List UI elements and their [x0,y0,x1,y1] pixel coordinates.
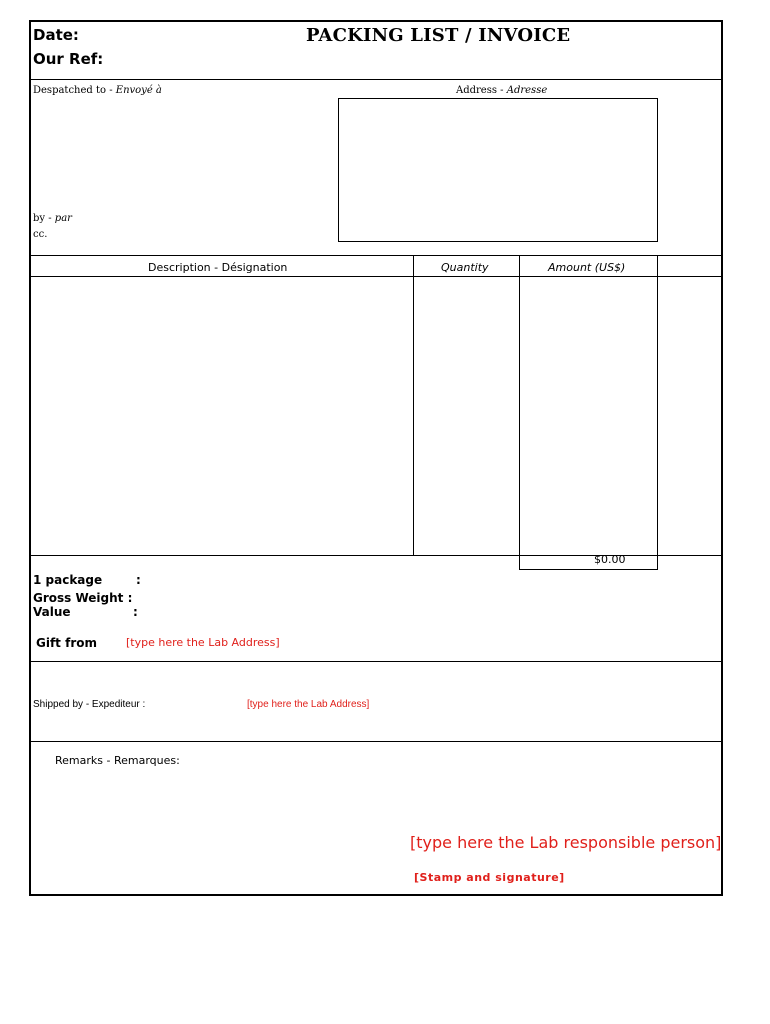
remarks-label: Remarks - Remarques: [55,754,180,767]
package-colon: : [136,573,141,587]
responsible-person-field[interactable]: [type here the Lab responsible person] [410,833,722,852]
despatched-to-label: Despatched to - Envoyé à [33,85,162,96]
gift-from-value[interactable]: [type here the Lab Address] [126,636,280,649]
address-box[interactable] [338,98,658,242]
cc-label: cc. [33,229,48,240]
quantity-cell[interactable] [414,277,518,554]
package-label: 1 package [33,573,103,587]
our-ref-label: Our Ref: [33,50,104,68]
gift-from-label: Gift from [36,636,97,650]
shipped-by-value[interactable]: [type here the Lab Address] [247,699,370,710]
page-title: PACKING LIST / INVOICE [306,25,571,46]
col-description: Description - Désignation [148,261,288,274]
total-underline [519,569,658,570]
date-label: Date: [33,26,79,44]
amount-cell[interactable] [520,277,656,554]
col-quantity: Quantity [441,261,489,274]
gross-weight-label: Gross Weight : [33,591,133,605]
shipped-divider [30,741,722,742]
header-divider [30,79,722,80]
col-amount: Amount (US$) [548,261,626,274]
amount-column-right-line [657,255,658,569]
value-label: Value [33,605,71,619]
summary-divider [30,661,722,662]
total-amount: $0.00 [594,553,626,566]
description-cell[interactable] [30,277,412,554]
shipped-by-label: Shipped by - Expediteur : [33,699,146,710]
value-colon: : [133,605,138,619]
stamp-signature-label: [Stamp and signature] [414,871,565,884]
address-label: Address - Adresse [456,85,548,96]
dispatch-divider [30,255,722,256]
by-label: by - par [33,213,72,224]
